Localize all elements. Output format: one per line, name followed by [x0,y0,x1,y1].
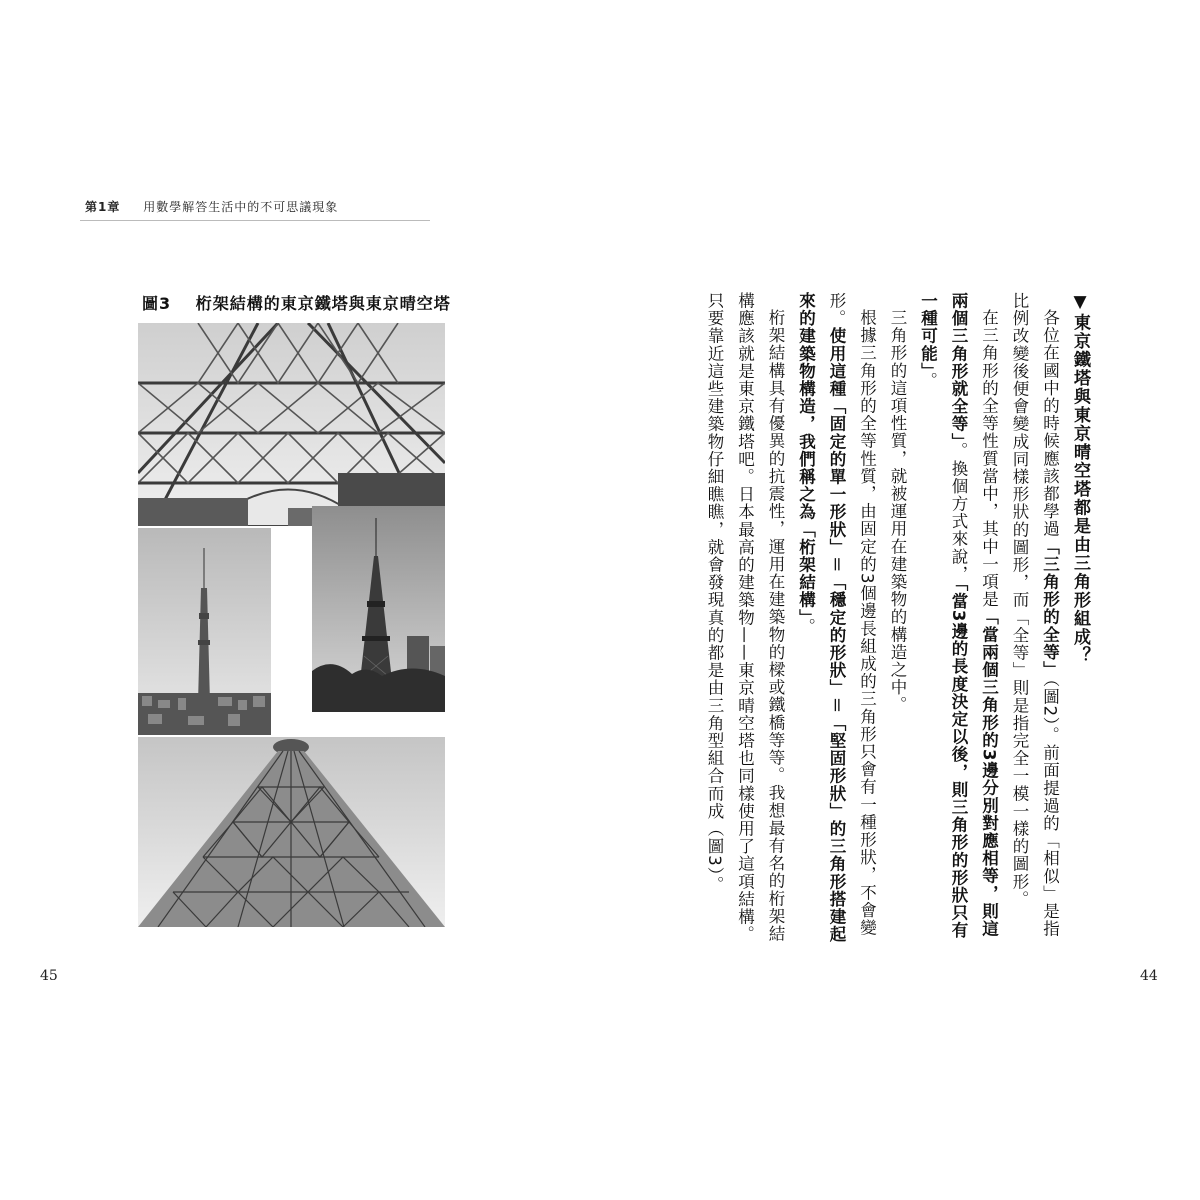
tokyo-skytree-base-photo [138,737,445,927]
paragraph-2: 在三角形的全等性質當中，其中一項是「當兩個三角形的3邊分別對應相等，則這兩個三角形就全等」。換個方式來說，「當3邊的長度決定以後，則三角形的形狀只有一種可能」。 [918,292,999,940]
paragraph-4: 根據三角形的全等性質，由固定的3個邊長組成的三角形只會有一種形狀，不會變形。使用這種「固定的單一形狀」＝「穩定的形狀」＝「堅固形狀」的三角形搭建起來的建築物構造，我們稱之為「桁架結構」。 [796,292,877,944]
tokyo-skytree-city-photo [138,528,271,735]
tokyo-tower-distant-photo [312,506,445,712]
figure-title: 桁架結構的東京鐵塔與東京晴空塔 [195,294,451,313]
page-number-left: 45 [40,968,58,984]
paragraph-3: 三角形的這項性質，就被運用在建築物的構造之中。 [888,308,907,714]
figure-label: 圖3 [142,294,172,313]
section-heading: ▼東京鐵塔與東京晴空塔都是由三角形組成？ [1070,292,1090,665]
paragraph-5: 桁架結構具有優異的抗震性，運用在建築物的樑或鐵橋等等。我想最有名的桁架結構應該就是東京鐵塔吧。日本最高的建築物——東京晴空塔也同樣使用了這項結構。只要靠近這些建築物仔細瞧瞧，就會發現真的都是由三角型組合而成（圖3）。 [705,292,785,944]
chapter-label: 第1章 [85,200,121,214]
running-head [85,198,338,215]
figure-caption [142,291,451,314]
tokyo-tower-base-photo [138,323,445,526]
article-body [695,292,1095,952]
paragraph-1: 各位在國中的時候應該都學過「三角形的全等」（圖2）。前面提過的「相似」是指比例改變後便會變成同樣形狀的圖形，而「全等」則是指完全一模一樣的圖形。 [1010,292,1060,938]
header-rule [80,220,430,221]
chapter-title: 用數學解答生活中的不可思議現象 [143,200,339,214]
page-number-right: 44 [1140,968,1158,984]
